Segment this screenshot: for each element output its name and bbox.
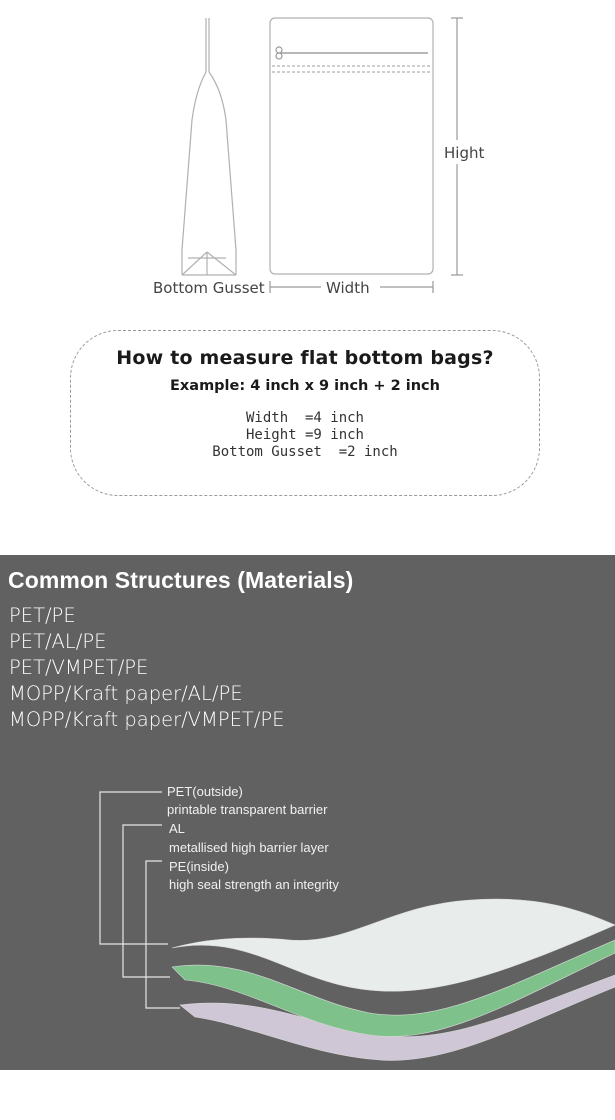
layer-al-name: AL xyxy=(169,821,185,836)
structure-item: PET/VMPET/PE xyxy=(9,656,149,679)
layer-pet-desc: printable transparent barrier xyxy=(167,802,328,817)
measurement-section xyxy=(0,0,615,500)
front-view-bag xyxy=(270,18,433,274)
layers-illustration xyxy=(0,555,615,1070)
hight-label: Hight xyxy=(444,144,485,162)
measure-info-box xyxy=(70,330,540,496)
leader-lines xyxy=(100,792,180,1008)
info-example: Example: 4 inch x 9 inch + 2 inch xyxy=(170,378,440,394)
structures-panel xyxy=(0,555,615,1070)
bag-diagram xyxy=(0,0,615,320)
layer-pe-desc: high seal strength an integrity xyxy=(169,877,339,892)
bottom-gusset-label: Bottom Gusset xyxy=(153,279,265,297)
layer-pet-name: PET(outside) xyxy=(167,784,243,799)
structure-item: PET/PE xyxy=(9,604,76,627)
dim-width: Width =4 inch xyxy=(245,410,364,426)
info-dimensions xyxy=(71,410,539,461)
section-gap xyxy=(0,500,615,555)
side-view-bag xyxy=(182,18,236,275)
info-title: How to measure flat bottom bags? xyxy=(116,347,494,369)
layer-al-desc: metallised high barrier layer xyxy=(169,840,329,855)
bottom-margin xyxy=(0,1070,615,1120)
width-label: Width xyxy=(326,279,370,297)
dim-height: Height =9 inch xyxy=(245,427,364,443)
dim-bottom-gusset: Bottom Gusset =2 inch xyxy=(212,444,398,460)
structure-item: MOPP/Kraft paper/VMPET/PE xyxy=(9,708,285,731)
structure-item: MOPP/Kraft paper/AL/PE xyxy=(9,682,243,705)
structure-item: PET/AL/PE xyxy=(9,630,107,653)
layer-pe-name: PE(inside) xyxy=(169,859,229,874)
structures-title: Common Structures (Materials) xyxy=(8,567,354,593)
